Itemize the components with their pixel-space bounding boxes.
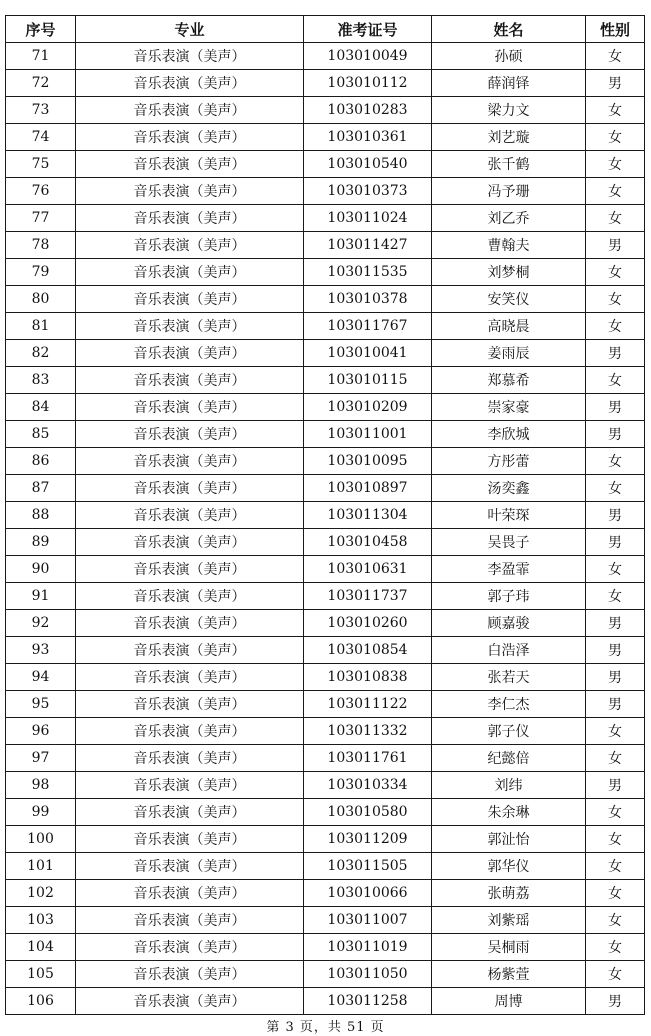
cell-name: 吴桐雨 <box>432 934 586 961</box>
table-row <box>6 475 645 502</box>
header-serial-number: 序号 <box>6 16 76 43</box>
cell-exam-id: 103011209 <box>304 826 432 853</box>
cell-exam-id: 103010361 <box>304 124 432 151</box>
cell-gender: 女 <box>586 259 645 286</box>
cell-name: 郭沚怡 <box>432 826 586 853</box>
cell-gender: 女 <box>586 205 645 232</box>
table-row <box>6 799 645 826</box>
table-row <box>6 124 645 151</box>
cell-gender: 男 <box>586 772 645 799</box>
cell-gender: 女 <box>586 43 645 70</box>
cell-major: 音乐表演（美声） <box>76 691 304 718</box>
table-row <box>6 934 645 961</box>
cell-name: 汤奕鑫 <box>432 475 586 502</box>
cell-name: 薛润铎 <box>432 70 586 97</box>
table-row <box>6 394 645 421</box>
table-row <box>6 502 645 529</box>
cell-serial-number: 86 <box>6 448 76 475</box>
cell-name: 纪懿倍 <box>432 745 586 772</box>
cell-gender: 女 <box>586 799 645 826</box>
cell-serial-number: 98 <box>6 772 76 799</box>
cell-gender: 男 <box>586 394 645 421</box>
table-row <box>6 826 645 853</box>
cell-serial-number: 103 <box>6 907 76 934</box>
cell-serial-number: 81 <box>6 313 76 340</box>
table-row <box>6 448 645 475</box>
cell-exam-id: 103011050 <box>304 961 432 988</box>
table-row <box>6 232 645 259</box>
cell-exam-id: 103010334 <box>304 772 432 799</box>
cell-serial-number: 74 <box>6 124 76 151</box>
cell-major: 音乐表演（美声） <box>76 151 304 178</box>
header-gender: 性别 <box>586 16 645 43</box>
cell-exam-id: 103010540 <box>304 151 432 178</box>
cell-major: 音乐表演（美声） <box>76 934 304 961</box>
cell-serial-number: 90 <box>6 556 76 583</box>
cell-serial-number: 87 <box>6 475 76 502</box>
table-row <box>6 340 645 367</box>
cell-serial-number: 100 <box>6 826 76 853</box>
cell-gender: 女 <box>586 718 645 745</box>
cell-major: 音乐表演（美声） <box>76 961 304 988</box>
cell-major: 音乐表演（美声） <box>76 178 304 205</box>
cell-exam-id: 103010580 <box>304 799 432 826</box>
cell-gender: 女 <box>586 124 645 151</box>
cell-gender: 女 <box>586 475 645 502</box>
cell-exam-id: 103010854 <box>304 637 432 664</box>
table-row <box>6 853 645 880</box>
cell-serial-number: 82 <box>6 340 76 367</box>
table-row <box>6 178 645 205</box>
cell-name: 刘梦桐 <box>432 259 586 286</box>
cell-exam-id: 103011737 <box>304 583 432 610</box>
cell-exam-id: 103011007 <box>304 907 432 934</box>
table-row <box>6 988 645 1015</box>
table-row <box>6 691 645 718</box>
table-row <box>6 205 645 232</box>
cell-name: 刘纬 <box>432 772 586 799</box>
cell-name: 张萌荔 <box>432 880 586 907</box>
cell-name: 崇家豪 <box>432 394 586 421</box>
table-row <box>6 610 645 637</box>
cell-exam-id: 103011505 <box>304 853 432 880</box>
cell-exam-id: 103010283 <box>304 97 432 124</box>
cell-major: 音乐表演（美声） <box>76 367 304 394</box>
cell-name: 郭华仪 <box>432 853 586 880</box>
table-body <box>6 43 645 1015</box>
cell-serial-number: 83 <box>6 367 76 394</box>
table-row <box>6 286 645 313</box>
table-row <box>6 637 645 664</box>
cell-major: 音乐表演（美声） <box>76 394 304 421</box>
cell-gender: 女 <box>586 934 645 961</box>
cell-exam-id: 103011332 <box>304 718 432 745</box>
cell-gender: 女 <box>586 97 645 124</box>
cell-exam-id: 103011427 <box>304 232 432 259</box>
cell-major: 音乐表演（美声） <box>76 880 304 907</box>
cell-name: 高晓晨 <box>432 313 586 340</box>
table-header <box>6 16 645 43</box>
cell-name: 周博 <box>432 988 586 1015</box>
table-row <box>6 907 645 934</box>
cell-gender: 男 <box>586 232 645 259</box>
cell-exam-id: 103010458 <box>304 529 432 556</box>
cell-exam-id: 103011767 <box>304 313 432 340</box>
cell-major: 音乐表演（美声） <box>76 988 304 1015</box>
admission-table <box>5 15 645 1015</box>
cell-major: 音乐表演（美声） <box>76 772 304 799</box>
cell-major: 音乐表演（美声） <box>76 502 304 529</box>
cell-gender: 男 <box>586 610 645 637</box>
cell-name: 吴畏子 <box>432 529 586 556</box>
cell-serial-number: 88 <box>6 502 76 529</box>
cell-exam-id: 103010373 <box>304 178 432 205</box>
cell-major: 音乐表演（美声） <box>76 340 304 367</box>
cell-gender: 男 <box>586 421 645 448</box>
cell-serial-number: 102 <box>6 880 76 907</box>
cell-exam-id: 103011258 <box>304 988 432 1015</box>
cell-gender: 男 <box>586 988 645 1015</box>
cell-serial-number: 92 <box>6 610 76 637</box>
cell-gender: 女 <box>586 556 645 583</box>
cell-major: 音乐表演（美声） <box>76 664 304 691</box>
cell-exam-id: 103010631 <box>304 556 432 583</box>
cell-exam-id: 103011001 <box>304 421 432 448</box>
cell-gender: 女 <box>586 151 645 178</box>
cell-gender: 女 <box>586 853 645 880</box>
cell-exam-id: 103011761 <box>304 745 432 772</box>
cell-exam-id: 103010209 <box>304 394 432 421</box>
cell-name: 郭子玮 <box>432 583 586 610</box>
cell-gender: 女 <box>586 367 645 394</box>
cell-exam-id: 103011024 <box>304 205 432 232</box>
cell-gender: 女 <box>586 583 645 610</box>
cell-serial-number: 105 <box>6 961 76 988</box>
table-row <box>6 529 645 556</box>
cell-gender: 女 <box>586 907 645 934</box>
table-row <box>6 43 645 70</box>
cell-exam-id: 103010260 <box>304 610 432 637</box>
cell-major: 音乐表演（美声） <box>76 637 304 664</box>
cell-major: 音乐表演（美声） <box>76 799 304 826</box>
cell-name: 白浩泽 <box>432 637 586 664</box>
cell-serial-number: 97 <box>6 745 76 772</box>
cell-exam-id: 103011122 <box>304 691 432 718</box>
cell-gender: 女 <box>586 178 645 205</box>
header-major: 专业 <box>76 16 304 43</box>
cell-gender: 男 <box>586 637 645 664</box>
cell-major: 音乐表演（美声） <box>76 529 304 556</box>
cell-serial-number: 85 <box>6 421 76 448</box>
table-row <box>6 367 645 394</box>
cell-major: 音乐表演（美声） <box>76 43 304 70</box>
table-row <box>6 583 645 610</box>
cell-major: 音乐表演（美声） <box>76 853 304 880</box>
cell-exam-id: 103010095 <box>304 448 432 475</box>
cell-name: 叶荣琛 <box>432 502 586 529</box>
header-name: 姓名 <box>432 16 586 43</box>
table-row <box>6 421 645 448</box>
cell-name: 李仁杰 <box>432 691 586 718</box>
cell-exam-id: 103010378 <box>304 286 432 313</box>
cell-gender: 男 <box>586 502 645 529</box>
cell-name: 刘乙乔 <box>432 205 586 232</box>
table-row <box>6 718 645 745</box>
cell-name: 郑慕希 <box>432 367 586 394</box>
cell-gender: 女 <box>586 880 645 907</box>
cell-exam-id: 103011019 <box>304 934 432 961</box>
cell-serial-number: 99 <box>6 799 76 826</box>
cell-major: 音乐表演（美声） <box>76 124 304 151</box>
cell-name: 方彤蕾 <box>432 448 586 475</box>
cell-major: 音乐表演（美声） <box>76 70 304 97</box>
cell-name: 冯予珊 <box>432 178 586 205</box>
cell-name: 曹翰夫 <box>432 232 586 259</box>
cell-exam-id: 103010066 <box>304 880 432 907</box>
cell-serial-number: 94 <box>6 664 76 691</box>
cell-name: 朱余琳 <box>432 799 586 826</box>
cell-gender: 男 <box>586 529 645 556</box>
header-row <box>6 16 645 43</box>
cell-serial-number: 91 <box>6 583 76 610</box>
cell-name: 孙硕 <box>432 43 586 70</box>
cell-gender: 男 <box>586 70 645 97</box>
cell-major: 音乐表演（美声） <box>76 718 304 745</box>
cell-serial-number: 101 <box>6 853 76 880</box>
cell-major: 音乐表演（美声） <box>76 745 304 772</box>
cell-name: 张若天 <box>432 664 586 691</box>
cell-name: 刘紫瑶 <box>432 907 586 934</box>
page-number-footer: 第 3 页，共 51 页 <box>266 1020 385 1035</box>
table-row <box>6 97 645 124</box>
cell-serial-number: 77 <box>6 205 76 232</box>
cell-gender: 女 <box>586 448 645 475</box>
cell-gender: 女 <box>586 961 645 988</box>
cell-name: 李盈霏 <box>432 556 586 583</box>
cell-serial-number: 80 <box>6 286 76 313</box>
table-row <box>6 556 645 583</box>
cell-serial-number: 72 <box>6 70 76 97</box>
cell-name: 杨紫萱 <box>432 961 586 988</box>
cell-name: 梁力文 <box>432 97 586 124</box>
cell-serial-number: 71 <box>6 43 76 70</box>
cell-name: 姜雨辰 <box>432 340 586 367</box>
cell-name: 李欣城 <box>432 421 586 448</box>
cell-major: 音乐表演（美声） <box>76 259 304 286</box>
cell-exam-id: 103011304 <box>304 502 432 529</box>
cell-serial-number: 79 <box>6 259 76 286</box>
cell-major: 音乐表演（美声） <box>76 421 304 448</box>
cell-exam-id: 103010897 <box>304 475 432 502</box>
cell-serial-number: 76 <box>6 178 76 205</box>
cell-major: 音乐表演（美声） <box>76 448 304 475</box>
cell-exam-id: 103010115 <box>304 367 432 394</box>
cell-major: 音乐表演（美声） <box>76 97 304 124</box>
cell-major: 音乐表演（美声） <box>76 583 304 610</box>
cell-exam-id: 103010041 <box>304 340 432 367</box>
cell-serial-number: 93 <box>6 637 76 664</box>
cell-serial-number: 78 <box>6 232 76 259</box>
cell-major: 音乐表演（美声） <box>76 907 304 934</box>
table-row <box>6 70 645 97</box>
cell-major: 音乐表演（美声） <box>76 826 304 853</box>
cell-major: 音乐表演（美声） <box>76 610 304 637</box>
cell-gender: 男 <box>586 340 645 367</box>
cell-gender: 女 <box>586 826 645 853</box>
cell-serial-number: 104 <box>6 934 76 961</box>
cell-major: 音乐表演（美声） <box>76 313 304 340</box>
cell-serial-number: 84 <box>6 394 76 421</box>
cell-serial-number: 75 <box>6 151 76 178</box>
cell-name: 张千鹤 <box>432 151 586 178</box>
table-row <box>6 880 645 907</box>
cell-gender: 男 <box>586 691 645 718</box>
cell-major: 音乐表演（美声） <box>76 475 304 502</box>
cell-gender: 女 <box>586 313 645 340</box>
cell-major: 音乐表演（美声） <box>76 205 304 232</box>
table-row <box>6 961 645 988</box>
table-row <box>6 313 645 340</box>
cell-serial-number: 95 <box>6 691 76 718</box>
table-row <box>6 772 645 799</box>
cell-name: 刘艺璇 <box>432 124 586 151</box>
cell-name: 安笑仪 <box>432 286 586 313</box>
cell-exam-id: 103010049 <box>304 43 432 70</box>
cell-name: 郭子仪 <box>432 718 586 745</box>
cell-gender: 女 <box>586 286 645 313</box>
cell-name: 顾嘉骏 <box>432 610 586 637</box>
table-row <box>6 259 645 286</box>
cell-major: 音乐表演（美声） <box>76 556 304 583</box>
header-exam-id: 准考证号 <box>304 16 432 43</box>
cell-gender: 女 <box>586 745 645 772</box>
table-row <box>6 664 645 691</box>
cell-gender: 男 <box>586 664 645 691</box>
cell-serial-number: 89 <box>6 529 76 556</box>
cell-serial-number: 73 <box>6 97 76 124</box>
table-row <box>6 151 645 178</box>
table-row <box>6 745 645 772</box>
cell-exam-id: 103011535 <box>304 259 432 286</box>
cell-serial-number: 96 <box>6 718 76 745</box>
cell-major: 音乐表演（美声） <box>76 232 304 259</box>
cell-exam-id: 103010112 <box>304 70 432 97</box>
cell-serial-number: 106 <box>6 988 76 1015</box>
cell-exam-id: 103010838 <box>304 664 432 691</box>
cell-major: 音乐表演（美声） <box>76 286 304 313</box>
